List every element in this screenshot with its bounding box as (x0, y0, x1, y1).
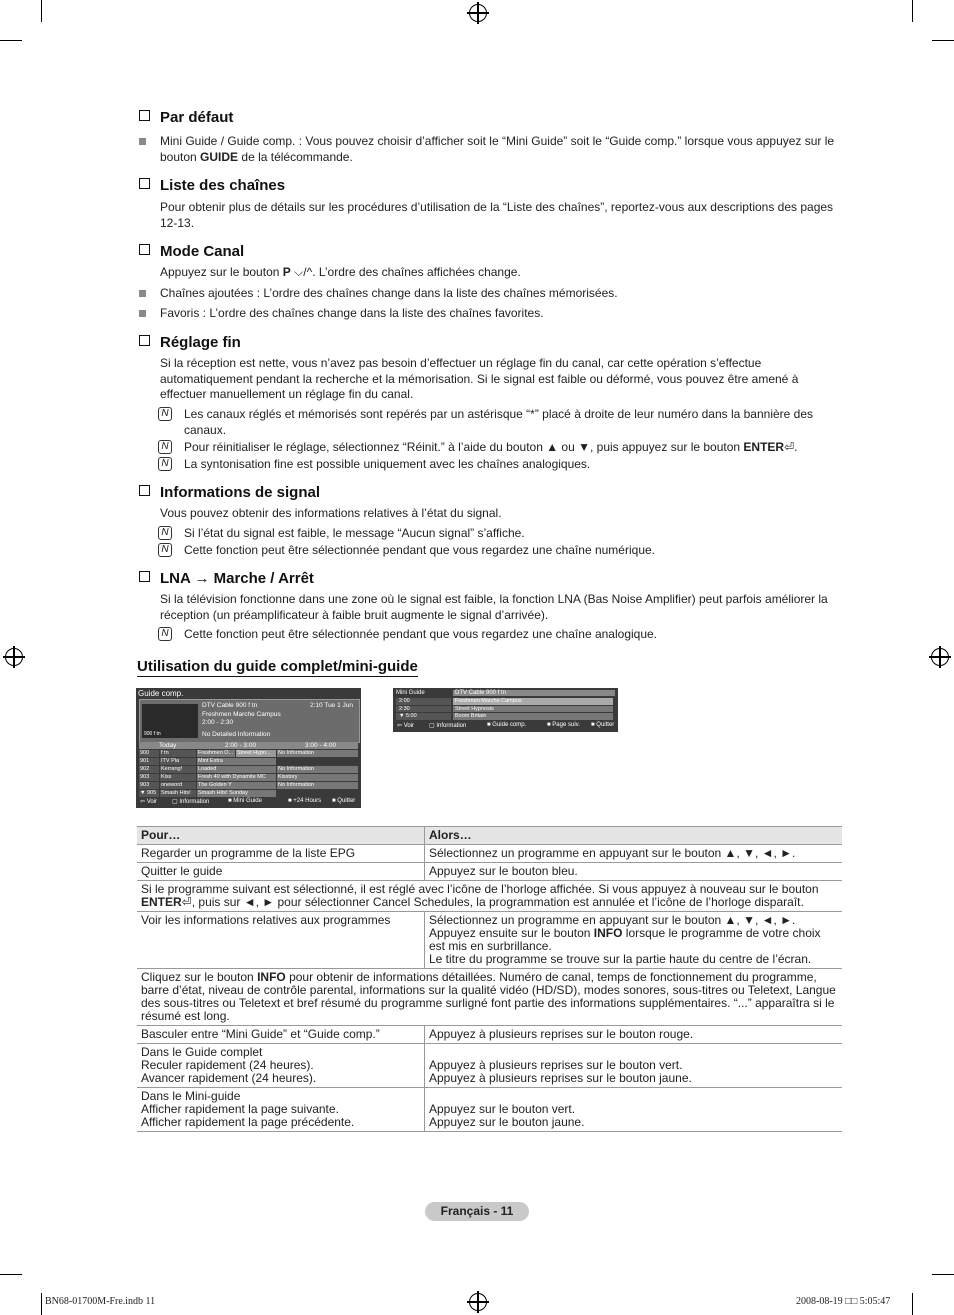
footer-file-name: BN68-01700M-Fre.indb 11 (45, 1296, 156, 1307)
guide-cell: 902 (139, 766, 159, 773)
paragraph-mode: Appuyez sur le bouton P ⌵/^. L’ordre des chaînes affichées change. (160, 265, 521, 279)
mini-guide-screen (393, 688, 618, 732)
guide-cell: ▼ 905 (139, 790, 159, 797)
crop-mark (932, 40, 954, 41)
guide-cell: Mint Extra (197, 758, 276, 765)
guide-cell: Smash Hits! (160, 790, 196, 797)
note-icon: N (158, 457, 172, 471)
note-reglage-1: N Les canaux réglés et mémorisés sont repérés par un astérisque “*” placé à droite de leur numéro dans la bannière des canaux. (184, 407, 844, 438)
paragraph-lna: Si la télévision fonctionne dans une zone où le signal est faible, la fonction LNA (Bas Noise Amplifier) peut parfois améliorer la réception (un préamplificateur à faible bruit augmente le signal d’arrivée). (160, 592, 828, 622)
guide-row[interactable] (139, 774, 358, 782)
checkbox-icon (139, 335, 150, 346)
table-row (137, 1026, 842, 1044)
bullet-square-icon (139, 290, 146, 297)
guide-comp-title: Guide comp. (138, 689, 184, 698)
footer-quitter[interactable]: ■ Quitter (591, 722, 615, 728)
footer-guide-comp[interactable]: ■ Guide comp. (487, 722, 527, 728)
guide-cell: Kisstory (277, 774, 358, 781)
guide-cell: Smash Hits! Sunday (197, 790, 276, 797)
table-cell: Sélectionnez un programme en appuyant sur le bouton ▲, ▼, ◄, ►. (425, 845, 843, 863)
mini-guide-program: Freshmen Marche Campus (453, 698, 613, 705)
guide-cell: Kerrang! (160, 766, 196, 773)
registration-mark-icon (931, 648, 949, 666)
clock-time: 2:10 Tue 1 Jun (310, 702, 354, 709)
crop-mark (41, 0, 42, 22)
table-cell: Dans le Guide complet Reculer rapidement (24 heures). Avancer rapidement (24 heures). (137, 1044, 425, 1088)
table-header-pour: Pour… (137, 827, 425, 845)
table-row (137, 1088, 842, 1132)
mini-guide-time: 2:30 (396, 706, 451, 713)
table-row (137, 881, 842, 912)
table-cell: Sélectionnez un programme en appuyant sur le bouton ▲, ▼, ◄, ►. Appuyez ensuite sur le bouton INFO lorsque le programme de votre choix est mis en surbrillance. Le titre du programme se trouve sur la partie haute du centre de l’écran. (425, 912, 843, 969)
chevron-up-icon: ^ (306, 265, 313, 279)
instructions-table (137, 826, 842, 1132)
guide-row[interactable] (139, 750, 358, 758)
note-reglage-3: N La syntonisation fine est possible uniquement avec les chaînes analogiques. (184, 457, 844, 473)
guide-comp-info-panel (139, 699, 360, 743)
checkbox-icon (139, 571, 150, 582)
table-row (137, 845, 842, 863)
guide-comp-rows (139, 750, 358, 798)
guide-cell: ITV Pla (160, 758, 196, 765)
bullet-mini-guide: Mini Guide / Guide comp. : Vous pouvez choisir d’afficher soit le “Mini Guide” soit le “Guide comp.” lorsque vous appuyez sur le bouton GUIDE de la télécommande. (160, 134, 844, 165)
guide-cell: No Information (277, 750, 358, 757)
note-icon: N (158, 543, 172, 557)
table-header-alors: Alors… (425, 827, 843, 845)
heading-informations-signal: Informations de signal (139, 484, 320, 501)
table-row (137, 863, 842, 881)
chevron-down-icon: ⌵ (294, 265, 304, 279)
heading-reglage-fin: Réglage fin (139, 334, 241, 351)
table-cell: Regarder un programme de la liste EPG (137, 845, 425, 863)
thumbnail-label: 900 f tn (144, 731, 161, 737)
guide-cell: Freshmen O... (198, 750, 234, 756)
channel-name: DTV Cable 900 f tn (202, 702, 258, 709)
mini-guide-channel: DTV Cable 900 f tn (453, 690, 615, 696)
heading-liste-chaines: Liste des chaînes (139, 177, 285, 194)
guide-cell: No Information (277, 766, 358, 773)
guide-row[interactable] (139, 766, 358, 774)
table-row (137, 1044, 842, 1088)
table-cell: Dans le Mini-guide Afficher rapidement la page suivante. Afficher rapidement la page précédente. (137, 1088, 425, 1132)
note-info-1: N Si l’état du signal est faible, le message “Aucun signal” s’affiche. (184, 526, 844, 542)
video-thumbnail (142, 704, 198, 738)
footer-timestamp: 2008-08-19 □□ 5:05:47 (796, 1296, 891, 1307)
crop-mark (0, 40, 22, 41)
mini-guide-row[interactable] (396, 698, 613, 705)
guide-row[interactable] (139, 790, 358, 798)
heading-lna: LNA → Marche / Arrêt (139, 570, 314, 587)
program-title: Freshmen Marche Campus (202, 711, 281, 718)
table-row (137, 912, 842, 969)
enter-icon: ⏎ (181, 895, 192, 909)
checkbox-icon (139, 110, 150, 121)
guide-cell: 903 (139, 774, 159, 781)
mini-guide-row[interactable] (396, 706, 613, 713)
crop-mark (912, 1293, 913, 1315)
table-cell-wide: Cliquez sur le bouton INFO pour obtenir de informations détaillées. Numéro de canal, temps de fonctionnement du programme, barre d’état, niveau de contrôle parental, informations sur la qualité vidéo (HD/SD), modes sonores, sous-titres ou Teletext, Langue des sous-titres ou Teletext et bref résumé du programme surligné font partie des informations supplémentaires. “...” apparaîtra si le résumé est long. (137, 969, 842, 1026)
crop-mark (41, 1293, 42, 1315)
mini-guide-rows (396, 698, 613, 721)
note-reglage-2: N Pour réinitialiser le réglage, sélectionnez “Réinit.” à l’aide du bouton ▲ ou ▼, puis appuyez sur le bouton ENTER⏎. (184, 440, 844, 456)
footer-mini-guide[interactable]: ■ Mini Guide (228, 798, 262, 804)
guide-cell: Street Hypn... (236, 750, 276, 757)
heading-par-defaut: Par défaut (139, 109, 233, 126)
note-icon: N (158, 627, 172, 641)
today-label: Today (159, 742, 177, 749)
note-icon: N (158, 440, 172, 454)
table-cell: Appuyez sur le bouton vert. Appuyez sur le bouton jaune. (425, 1088, 843, 1132)
guide-cell: Fresh 40 with Dynamite MC (197, 774, 276, 781)
mini-guide-program: Street Hypnosis (453, 706, 613, 713)
timeline-col2: 3:00 - 4:00 (305, 742, 337, 749)
footer-information[interactable]: ▢ Information (429, 723, 467, 729)
section-heading-guide: Utilisation du guide complet/mini-guide (137, 658, 418, 675)
guide-cell: The Golden Y (197, 782, 276, 789)
checkbox-icon (139, 244, 150, 255)
mini-guide-row[interactable] (396, 713, 613, 720)
note-info-2: N Cette fonction peut être sélectionnée pendant que vous regardez une chaîne numérique. (184, 543, 844, 559)
checkbox-icon (139, 485, 150, 496)
table-cell: Voir les informations relatives aux programmes (137, 912, 425, 969)
footer-information[interactable]: ▢ Information (172, 799, 210, 805)
paragraph-liste: Pour obtenir plus de détails sur les procédures d’utilisation de la “Liste des chaînes”, reportez-vous aux descriptions des pages 12-13. (160, 200, 834, 230)
footer-quitter[interactable]: ■ Quitter (332, 798, 356, 804)
guide-cell: f tn (160, 750, 196, 757)
timeline-header (139, 742, 358, 749)
table-cell: Quitter le guide (137, 863, 425, 881)
timeline-col1: 2:00 - 3:00 (225, 742, 257, 749)
mini-guide-time: ▼ 5:00 (396, 713, 451, 720)
program-slot: 2:00 - 2:30 (202, 719, 234, 726)
guide-cell: oneword (160, 782, 196, 789)
guide-cell: 901 (139, 758, 159, 765)
heading-mode-canal: Mode Canal (139, 243, 244, 260)
table-cell: Basculer entre “Mini Guide” et “Guide comp.” (137, 1026, 425, 1044)
guide-cell: Loaded (197, 766, 276, 773)
footer-page-suiv[interactable]: ■ Page suiv. (547, 722, 580, 728)
guide-cell: 900 (139, 750, 159, 757)
crop-mark (912, 0, 913, 22)
crop-mark (0, 1274, 22, 1275)
mini-guide-title: Mini Guide (396, 690, 425, 696)
guide-cell: No Information (277, 782, 358, 789)
registration-mark-icon (469, 1293, 487, 1311)
enter-icon: ⏎ (784, 440, 795, 454)
mini-guide-program: Boom Britain (453, 713, 613, 720)
guide-cell: 903 (139, 782, 159, 789)
note-lna-1: N Cette fonction peut être sélectionnée pendant que vous regardez une chaîne analogique. (184, 627, 844, 643)
guide-row[interactable] (139, 782, 358, 790)
table-row (137, 969, 842, 1026)
footer-voir[interactable]: ⇦ Voir (397, 723, 415, 729)
checkbox-icon (139, 178, 150, 189)
guide-cell: Kiss (160, 774, 196, 781)
table-cell: Appuyez à plusieurs reprises sur le bouton rouge. (425, 1026, 843, 1044)
registration-mark-icon (5, 648, 23, 666)
mini-guide-time: 2:00 (396, 698, 451, 705)
table-cell-wide: Si le programme suivant est sélectionné, il est réglé avec l’icône de l’horloge affichée. Si vous appuyez à nouveau sur le bouton ENTER⏎, puis sur ◄, ► pour sélectionner Cancel Schedules, la programmation est annulée et l’icône de l’horloge disparaît. (137, 881, 842, 912)
bullet-favoris: Favoris : L’ordre des chaînes change dans la liste des chaînes favorites. (160, 306, 844, 322)
note-icon: N (158, 407, 172, 421)
crop-mark (932, 1274, 954, 1275)
paragraph-info: Vous pouvez obtenir des informations relatives à l’état du signal. (160, 506, 502, 520)
bullet-chaines-ajoutees: Chaînes ajoutées : L’ordre des chaînes change dans la liste des chaînes mémorisées. (160, 286, 844, 302)
table-cell: Appuyez sur le bouton bleu. (425, 863, 843, 881)
footer-24-hours[interactable]: ■ +24 Hours (288, 798, 322, 804)
guide-row[interactable] (139, 758, 358, 766)
registration-mark-icon (469, 4, 487, 22)
paragraph-reglage: Si la réception est nette, vous n’avez pas besoin d’effectuer un réglage fin du canal, car cette opération s’effectue automatiquement pendant la recherche et la mémorisation. Si le signal est faible ou déformé, vous pouvez être amené à effectuer manuellement un réglage fin du canal. (160, 356, 799, 401)
table-header-row (137, 827, 842, 845)
footer-voir[interactable]: ⇦ Voir (140, 799, 158, 805)
program-detail: No Detailed Information (202, 731, 271, 738)
bullet-square-icon (139, 138, 146, 145)
bullet-square-icon (139, 310, 146, 317)
table-cell: Appuyez à plusieurs reprises sur le bouton vert. Appuyez à plusieurs reprises sur le bouton jaune. (425, 1044, 843, 1088)
note-icon: N (158, 526, 172, 540)
guide-comp-screen (136, 688, 361, 808)
page-number-badge: Français - 11 (425, 1202, 529, 1221)
